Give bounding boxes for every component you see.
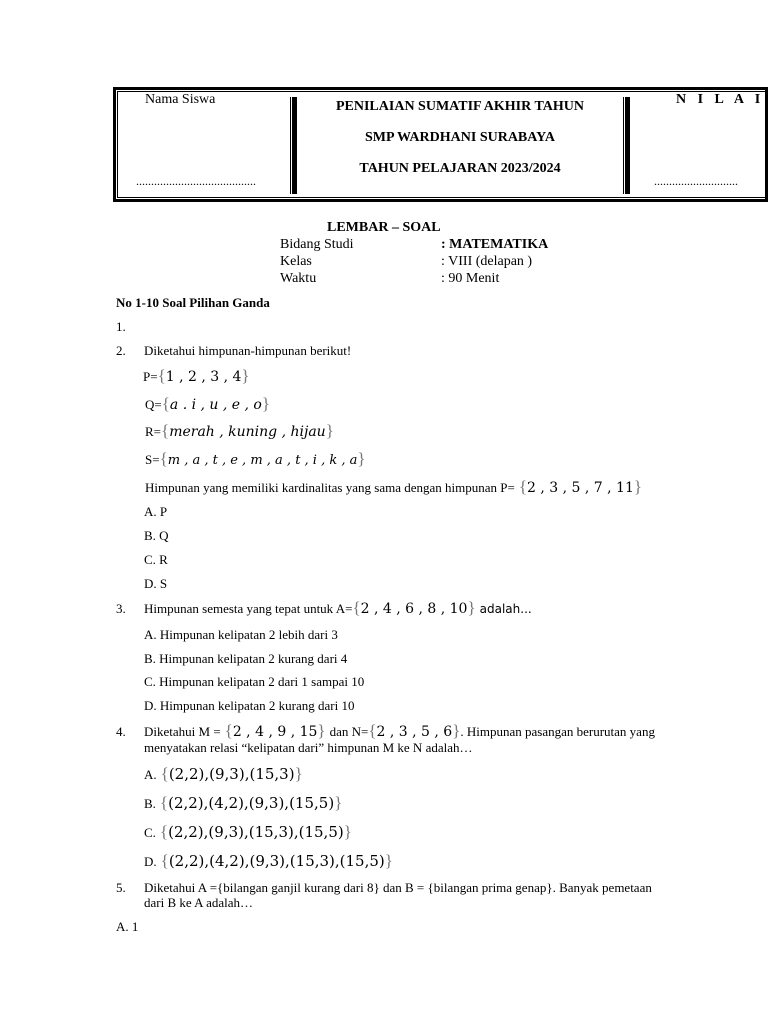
set-label: R= bbox=[145, 424, 162, 439]
answer-option[interactable]: B. {(2,2),(4,2),(9,3),(15,5)} bbox=[144, 793, 343, 812]
answer-option[interactable]: D. {(2,2),(4,2),(9,3),(15,3),(15,5)} bbox=[144, 851, 393, 870]
answer-option[interactable]: B. Himpunan kelipatan 2 kurang dari 4 bbox=[144, 651, 348, 666]
answer-option[interactable]: A. 1 bbox=[116, 919, 139, 934]
question-number: 5. bbox=[116, 880, 126, 895]
set-elements: 2 , 3 , 5 , 6 bbox=[376, 724, 453, 740]
answer-option[interactable]: B. Q bbox=[144, 528, 169, 543]
set-s-row: S={m , a , t , e , m , a , t , i , k , a} bbox=[145, 449, 366, 468]
time-label: Waktu bbox=[280, 271, 317, 286]
score-label: N I L A I bbox=[676, 92, 765, 107]
student-name-label: Nama Siswa bbox=[145, 92, 216, 107]
set-elements: a . i , u , e , o bbox=[169, 397, 262, 413]
exam-title: PENILAIAN SUMATIF AKHIR TAHUN bbox=[335, 99, 584, 114]
header-divider bbox=[290, 97, 291, 194]
set-r-row: R={merah , kuning , hijau} bbox=[145, 421, 334, 440]
answer-option[interactable]: A. P bbox=[144, 504, 168, 519]
header-divider bbox=[292, 97, 297, 194]
relation-pairs: (2,2),(9,3),(15,3),(15,5) bbox=[168, 823, 344, 841]
sheet-title: LEMBAR – SOAL bbox=[327, 220, 441, 235]
question-number: 2. bbox=[116, 343, 126, 358]
set-q-row: Q={a . i , u , e , o} bbox=[145, 394, 271, 413]
set-label: Q= bbox=[145, 397, 162, 412]
set-label: P= bbox=[143, 369, 158, 384]
answer-option[interactable]: D. Himpunan kelipatan 2 kurang dari 10 bbox=[144, 698, 355, 713]
set-elements: 2 , 4 , 6 , 8 , 10 bbox=[360, 601, 468, 617]
set-elements: merah , kuning , hijau bbox=[169, 424, 326, 440]
question-prompt: Himpunan semesta yang tepat untuk A={2 , 4 , 6 , 8 , 10} adalah... bbox=[144, 598, 532, 617]
question-number: 4. bbox=[116, 724, 126, 739]
answer-option[interactable]: A. Himpunan kelipatan 2 lebih dari 3 bbox=[144, 627, 338, 642]
set-elements: 2 , 4 , 9 , 15 bbox=[232, 724, 318, 740]
set-elements: m , a , t , e , m , a , t , i , k , a bbox=[167, 453, 358, 468]
academic-year: TAHUN PELAJARAN 2023/2024 bbox=[359, 161, 561, 176]
question-prompt: Himpunan yang memiliki kardinalitas yang sama dengan himpunan P= {2 , 3 , 5 , 7 , 11} bbox=[145, 477, 643, 496]
set-label: S= bbox=[145, 452, 160, 467]
question-prompt: Diketahui M = {2 , 4 , 9 , 15} dan N={2 , 3 , 5 , 6}. Himpunan pasangan berurutan yang bbox=[144, 721, 655, 740]
class-label: Kelas bbox=[280, 254, 312, 269]
answer-option[interactable]: D. S bbox=[144, 576, 168, 591]
question-number: 3. bbox=[116, 601, 126, 616]
set-elements: 1 , 2 , 3 , 4 bbox=[165, 369, 242, 385]
class-value: : VIII (delapan ) bbox=[441, 254, 533, 269]
answer-option[interactable]: C. R bbox=[144, 552, 168, 567]
question-text: Diketahui A ={bilangan ganjil kurang dari 8} dan B = {bilangan prima genap}. Banyak pemetaan bbox=[144, 880, 652, 895]
relation-pairs: (2,2),(4,2),(9,3),(15,3),(15,5) bbox=[168, 852, 385, 870]
question-text: dari B ke A adalah… bbox=[144, 895, 254, 910]
answer-option[interactable]: C. Himpunan kelipatan 2 dari 1 sampai 10 bbox=[144, 674, 365, 689]
set-elements: 2 , 3 , 5 , 7 , 11 bbox=[527, 480, 634, 496]
relation-pairs: (2,2),(9,3),(15,3) bbox=[168, 765, 295, 783]
school-name: SMP WARDHANI SURABAYA bbox=[364, 130, 556, 145]
time-value: : 90 Menit bbox=[441, 271, 500, 286]
question-text: menyatakan relasi “kelipatan dari” himpunan M ke N adalah… bbox=[144, 740, 473, 755]
header-divider bbox=[623, 97, 624, 194]
answer-option[interactable]: C. {(2,2),(9,3),(15,3),(15,5)} bbox=[144, 822, 352, 841]
subject-value: : MATEMATIKA bbox=[441, 237, 549, 252]
subject-label: Bidang Studi bbox=[280, 237, 354, 252]
answer-option[interactable]: A. {(2,2),(9,3),(15,3)} bbox=[144, 764, 303, 783]
score-field[interactable]: ............................ bbox=[654, 174, 738, 188]
question-text: Diketahui himpunan-himpunan berikut! bbox=[144, 343, 352, 358]
question-number: 1. bbox=[116, 319, 126, 334]
relation-pairs: (2,2),(4,2),(9,3),(15,5) bbox=[168, 794, 335, 812]
student-name-field[interactable]: ........................................ bbox=[136, 174, 256, 188]
section-title: No 1-10 Soal Pilihan Ganda bbox=[116, 295, 270, 310]
header-divider bbox=[625, 97, 630, 194]
set-p-row: P={1 , 2 , 3 , 4} bbox=[143, 366, 250, 385]
